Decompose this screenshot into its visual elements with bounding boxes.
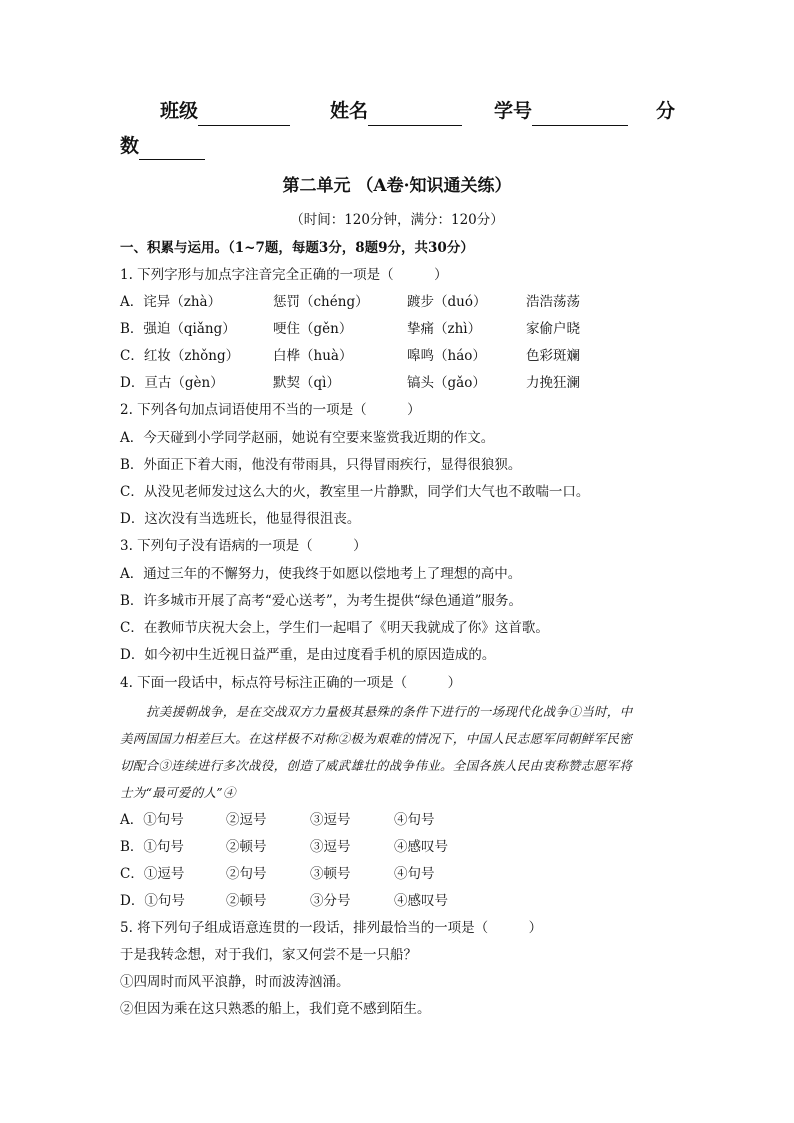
q1-option: 默契（qì） — [273, 375, 340, 391]
id-field — [494, 96, 628, 126]
q3-option: A．通过三年的不懈努力，使我终于如愿以偿地考上了理想的高中。 — [120, 566, 522, 582]
q1-option: 力挽狂澜 — [526, 375, 580, 391]
q4-option: ④句号 — [394, 812, 435, 828]
q1-option: 镐头（gǎo） — [407, 375, 486, 391]
q4-option: ③逗号 — [310, 839, 351, 855]
q4-option: ③逗号 — [310, 812, 351, 828]
q1-option: 浩浩荡荡 — [526, 294, 580, 310]
q1-option: 色彩斑斓 — [526, 348, 580, 364]
class-label: 班级 — [160, 100, 199, 122]
page-title: 第二单元 （A卷·知识通关练） — [282, 176, 512, 196]
score-label-part2: 数 — [120, 135, 140, 157]
q4-passage-line: 美两国国力相差巨大。在这样极不对称②极为艰难的情况下，中国人民志愿军同朝鲜军民密 — [120, 731, 633, 746]
name-field — [330, 96, 462, 126]
q2-option: B．外面正下着大雨，他没有带雨具，只得冒雨疾行，显得很狼狈。 — [120, 457, 522, 473]
q2-option: D．这次没有当选班长，他显得很沮丧。 — [120, 511, 361, 527]
q3-option: B．许多城市开展了高考“爱心送考”，为考生提供“绿色通道”服务。 — [120, 593, 523, 609]
score-label-part1: 分 — [656, 100, 676, 122]
score-blank[interactable] — [139, 137, 205, 160]
q4-option: D．①句号 — [120, 893, 185, 909]
q4-option: ④感叹号 — [394, 839, 448, 855]
q2-option: A．今天碰到小学同学赵丽，她说有空要来鉴赏我近期的作文。 — [120, 430, 495, 446]
q1-option: A．诧异（zhà） — [120, 294, 222, 310]
score-field — [120, 132, 205, 160]
exam-time-info: （时间：120分钟，满分：120分） — [290, 212, 504, 228]
q4-option: B．①句号 — [120, 839, 184, 855]
q4-option: C．①逗号 — [120, 866, 185, 882]
q5-item: ①四周时而风平浪静，时而波涛汹涌。 — [120, 974, 350, 990]
q3-option: C．在教师节庆祝大会上，学生们一起唱了《明天我就成了你》这首歌。 — [120, 620, 549, 636]
q1-option: C．红妆（zhǒng） — [120, 348, 240, 364]
question-4-stem: 4. 下面一段话中，标点符号标注正确的一项是（ ） — [120, 675, 462, 691]
q4-passage-line: 抗美援朝战争，是在交战双方力量极其悬殊的条件下进行的一场现代化战争①当时，中 — [146, 704, 633, 719]
question-3-stem: 3. 下列句子没有语病的一项是（ ） — [120, 538, 367, 554]
id-label: 学号 — [494, 100, 533, 122]
q4-option: ③顿号 — [310, 866, 351, 882]
q1-option: D．亘古（gèn） — [120, 375, 224, 391]
q4-option: ②顿号 — [226, 893, 267, 909]
q1-option: 白桦（huà） — [273, 348, 353, 364]
q4-option: ④感叹号 — [394, 893, 448, 909]
q1-option: 惩罚（chéng） — [273, 294, 369, 310]
q1-option: 家偷户晓 — [526, 321, 580, 337]
q1-option: 踱步（duó） — [407, 294, 487, 310]
q4-option: A．①句号 — [120, 812, 184, 828]
id-blank[interactable] — [532, 103, 628, 126]
q2-option: C．从没见老师发过这么大的火，教室里一片静默，同学们大气也不敢喘一口。 — [120, 484, 590, 500]
question-5-stem: 5. 将下列句子组成语意连贯的一段话，排列最恰当的一项是（ ） — [120, 920, 543, 936]
q3-option: D．如今初中生近视日益严重，是由过度看手机的原因造成的。 — [120, 647, 496, 663]
name-blank[interactable] — [368, 103, 462, 126]
section-heading: 一、积累与运用。（1~7题，每题3分，8题9分，共30分） — [120, 240, 474, 256]
question-2-stem: 2. 下列各句加点词语使用不当的一项是（ ） — [120, 402, 421, 418]
q5-item: ②但因为乘在这只熟悉的船上，我们竟不感到陌生。 — [120, 1001, 431, 1017]
name-label: 姓名 — [330, 100, 369, 122]
q4-passage-line: 切配合③连续进行多次战役，创造了威武雄壮的战争伟业。全国各族人民由衷称赞志愿军将 — [120, 758, 633, 773]
q1-option: B．强迫（qiǎng） — [120, 321, 236, 337]
class-field — [160, 96, 290, 126]
q4-option: ②顿号 — [226, 839, 267, 855]
class-blank[interactable] — [198, 103, 290, 126]
q4-option: ②句号 — [226, 866, 267, 882]
q4-option: ②逗号 — [226, 812, 267, 828]
q4-option: ④句号 — [394, 866, 435, 882]
q1-option: 哽住（gěn） — [273, 321, 353, 337]
q4-passage-line: 士为“最可爱的人”④ — [120, 785, 236, 800]
q5-lead-sentence: 于是我转念想，对于我们，家又何尝不是一只船？ — [120, 947, 417, 963]
q4-option: ③分号 — [310, 893, 351, 909]
q1-option: 挚痛（zhì） — [407, 321, 482, 337]
question-1-stem: 1. 下列字形与加点字注音完全正确的一项是（ ） — [120, 267, 448, 283]
q1-option: 嗥鸣（háo） — [407, 348, 486, 364]
